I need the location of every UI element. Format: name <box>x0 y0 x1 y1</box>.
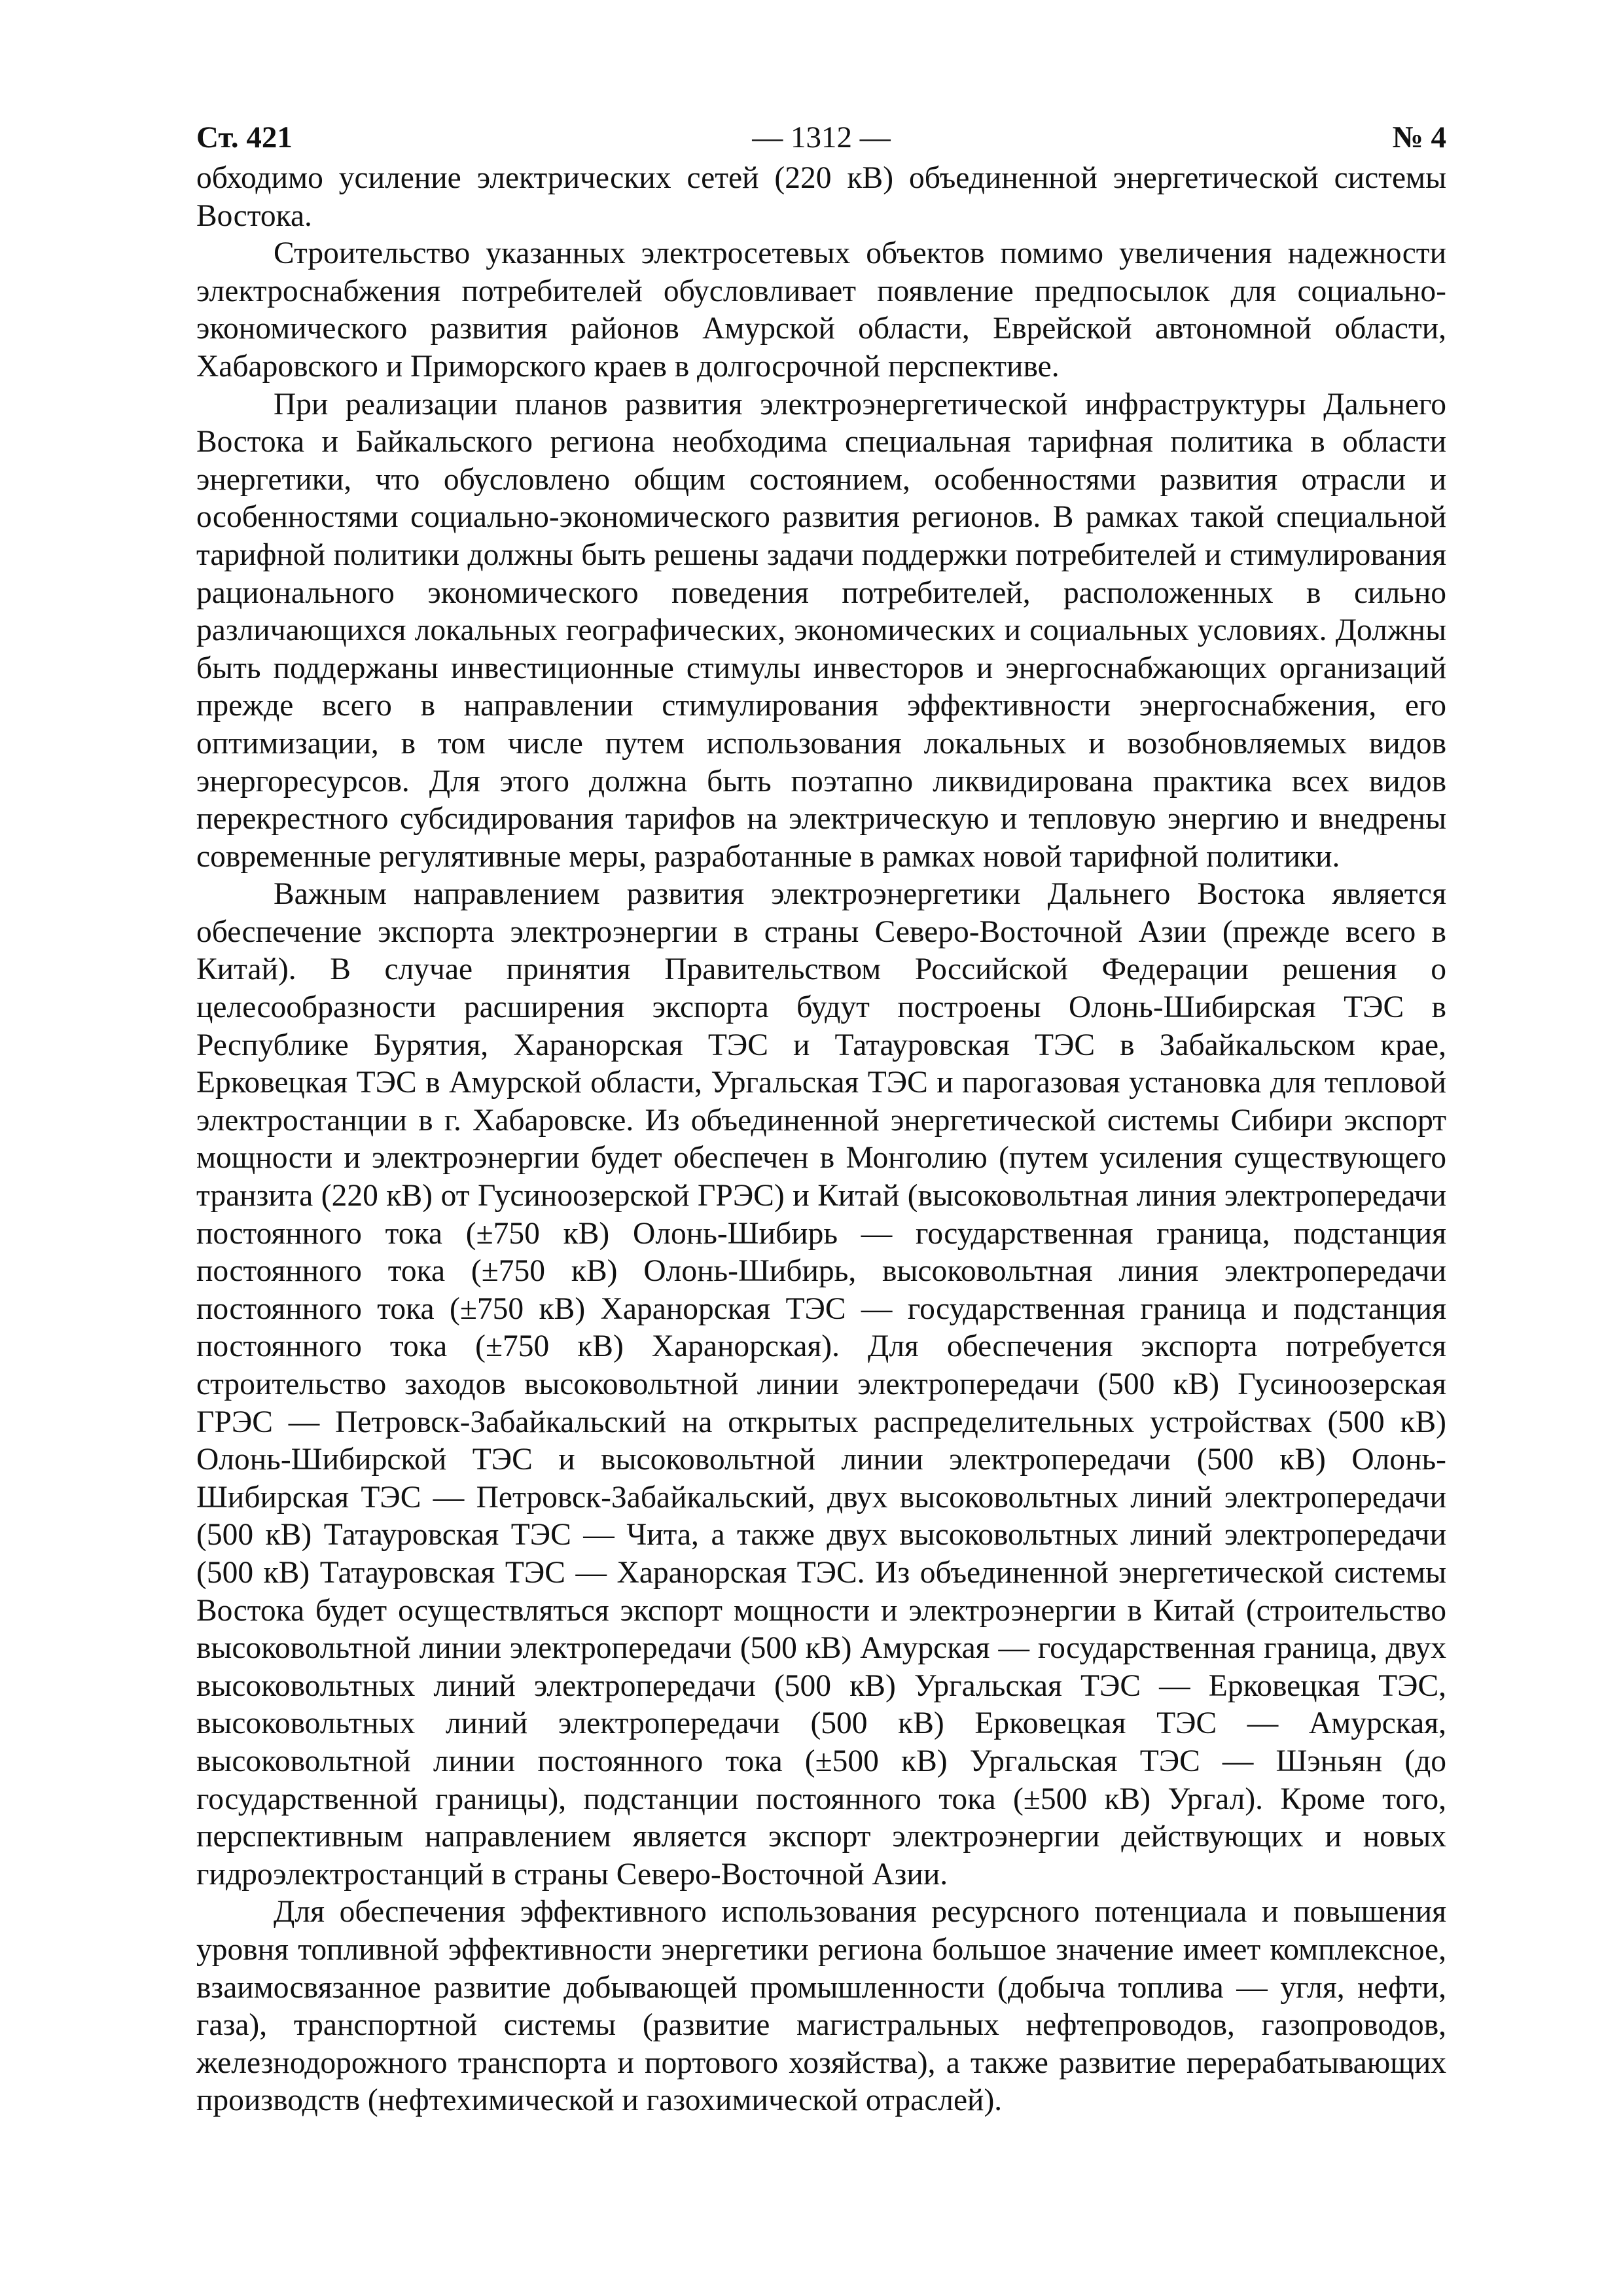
page-number: — 1312 — <box>752 120 891 154</box>
paragraph: Важным направлением развития электроэнергетики Дальнего Востока является обеспечение экспорта электроэнергии в страны Северо-Восточной Азии (прежде всего в Китай). В случае принятия Правительством Российской Федерации решения о целесообразности расширения экспорта будут построены Олонь-Шибирская ТЭС в Республике Бурятия, Харанорская ТЭС и Татауровская ТЭС в Забайкальском крае, Ерковецкая ТЭС в Амурской области, Ургальская ТЭС и парогазовая установка для тепловой электростанции в г. Хабаровске. Из объединенной энергетической системы Сибири экспорт мощности и электроэнергии будет обеспечен в Монголию (путем усиления существующего транзита (220 кВ) от Гусиноозерской ГРЭС) и Китай (высоковольтная линия электропередачи постоянного тока (±750 кВ) Олонь-Шибирь — государственная граница, подстанция постоянного тока (±750 кВ) Олонь-Шибирь, высоковольтная линия электропередачи постоянного тока (±750 кВ) Харанорская ТЭС — государственная граница и подстанция постоянного тока (±750 кВ) Харанорская). Для обеспечения экспорта потребуется строительство заходов высоковольтной линии электропередачи (500 кВ) Гусиноозерская ГРЭС — Петровск-Забайкальский на открытых распределительных устройствах (500 кВ) Олонь-Шибирской ТЭС и высоковольтной линии электропередачи (500 кВ) Олонь-Шибирская ТЭС — Петровск-Забайкальский, двух высоковольтных линий электропередачи (500 кВ) Татауровская ТЭС — Чита, а также двух высоковольтных линий электропередачи (500 кВ) Татауровская ТЭС — Харанорская ТЭС. Из объединенной энергетической системы Востока будет осуществляться экспорт мощности и электроэнергии в Китай (строительство высоковольтной линии электропередачи (500 кВ) Амурская — государственная граница, двух высоковольтных линий электропередачи (500 кВ) Ургальская ТЭС — Ерковецкая ТЭС, высоковольтных линий электропередачи (500 кВ) Ерковецкая ТЭС — Амурская, высоковольтной линии постоянного тока (±500 кВ) Ургальская ТЭС — Шэньян (до государственной границы), подстанции постоянного тока (±500 кВ) Ургал). Кроме того, перспективным направлением является экспорт электроэнергии действующих и новых гидроэлектростанций в страны Северо-Восточной Азии. <box>196 877 1446 1892</box>
paragraph: Строительство указанных электросетевых объектов помимо увеличения надежности электроснабжения потребителей обусловливает появление предпосылок для социально-экономического развития районов Амурской области, Еврейской автономной области, Хабаровского и Приморского краев в долгосрочной перспективе. <box>196 236 1446 384</box>
issue-number: № 4 <box>1392 120 1446 154</box>
paragraph: Для обеспечения эффективного использования ресурсного потенциала и повышения уровня топливной эффективности энергетики региона большое значение имеет комплексное, взаимосвязанное развитие добывающей промышленности (добыча топлива — угля, нефти, газа), транспортной системы (развитие магистральных нефтепроводов, газопроводов, железнодорожного транспорта и портового хозяйства), а также развитие перерабатывающих производств (нефтехимической и газохимической отраслей). <box>196 1895 1446 2118</box>
paragraph-continuation: обходимо усиление электрических сетей (220 кВ) объединенной энергетической системы Востока. <box>196 161 1446 233</box>
document-page <box>196 118 1446 2120</box>
page-header <box>196 118 1446 157</box>
document-body <box>196 160 1446 2120</box>
paragraph: При реализации планов развития электроэнергетической инфраструктуры Дальнего Востока и Байкальского региона необходима специальная тарифная политика в области энергетики, что обусловлено общим состоянием, особенностями развития отрасли и особенностями социально-экономического развития регионов. В рамках такой специальной тарифной политики должны быть решены задачи поддержки потребителей и стимулирования рационального экономического поведения потребителей, расположенных в сильно различающихся локальных географических, экономических и социальных условиях. Должны быть поддержаны инвестиционные стимулы инвесторов и энергоснабжающих организаций прежде всего в направлении стимулирования эффективности энергоснабжения, его оптимизации, в том числе путем использования локальных и возобновляемых видов энергоресурсов. Для этого должна быть поэтапно ликвидирована практика всех видов перекрестного субсидирования тарифов на электрическую и тепловую энергию и внедрены современные регулятивные меры, разработанные в рамках новой тарифной политики. <box>196 387 1446 874</box>
article-number: Ст. 421 <box>196 120 293 154</box>
